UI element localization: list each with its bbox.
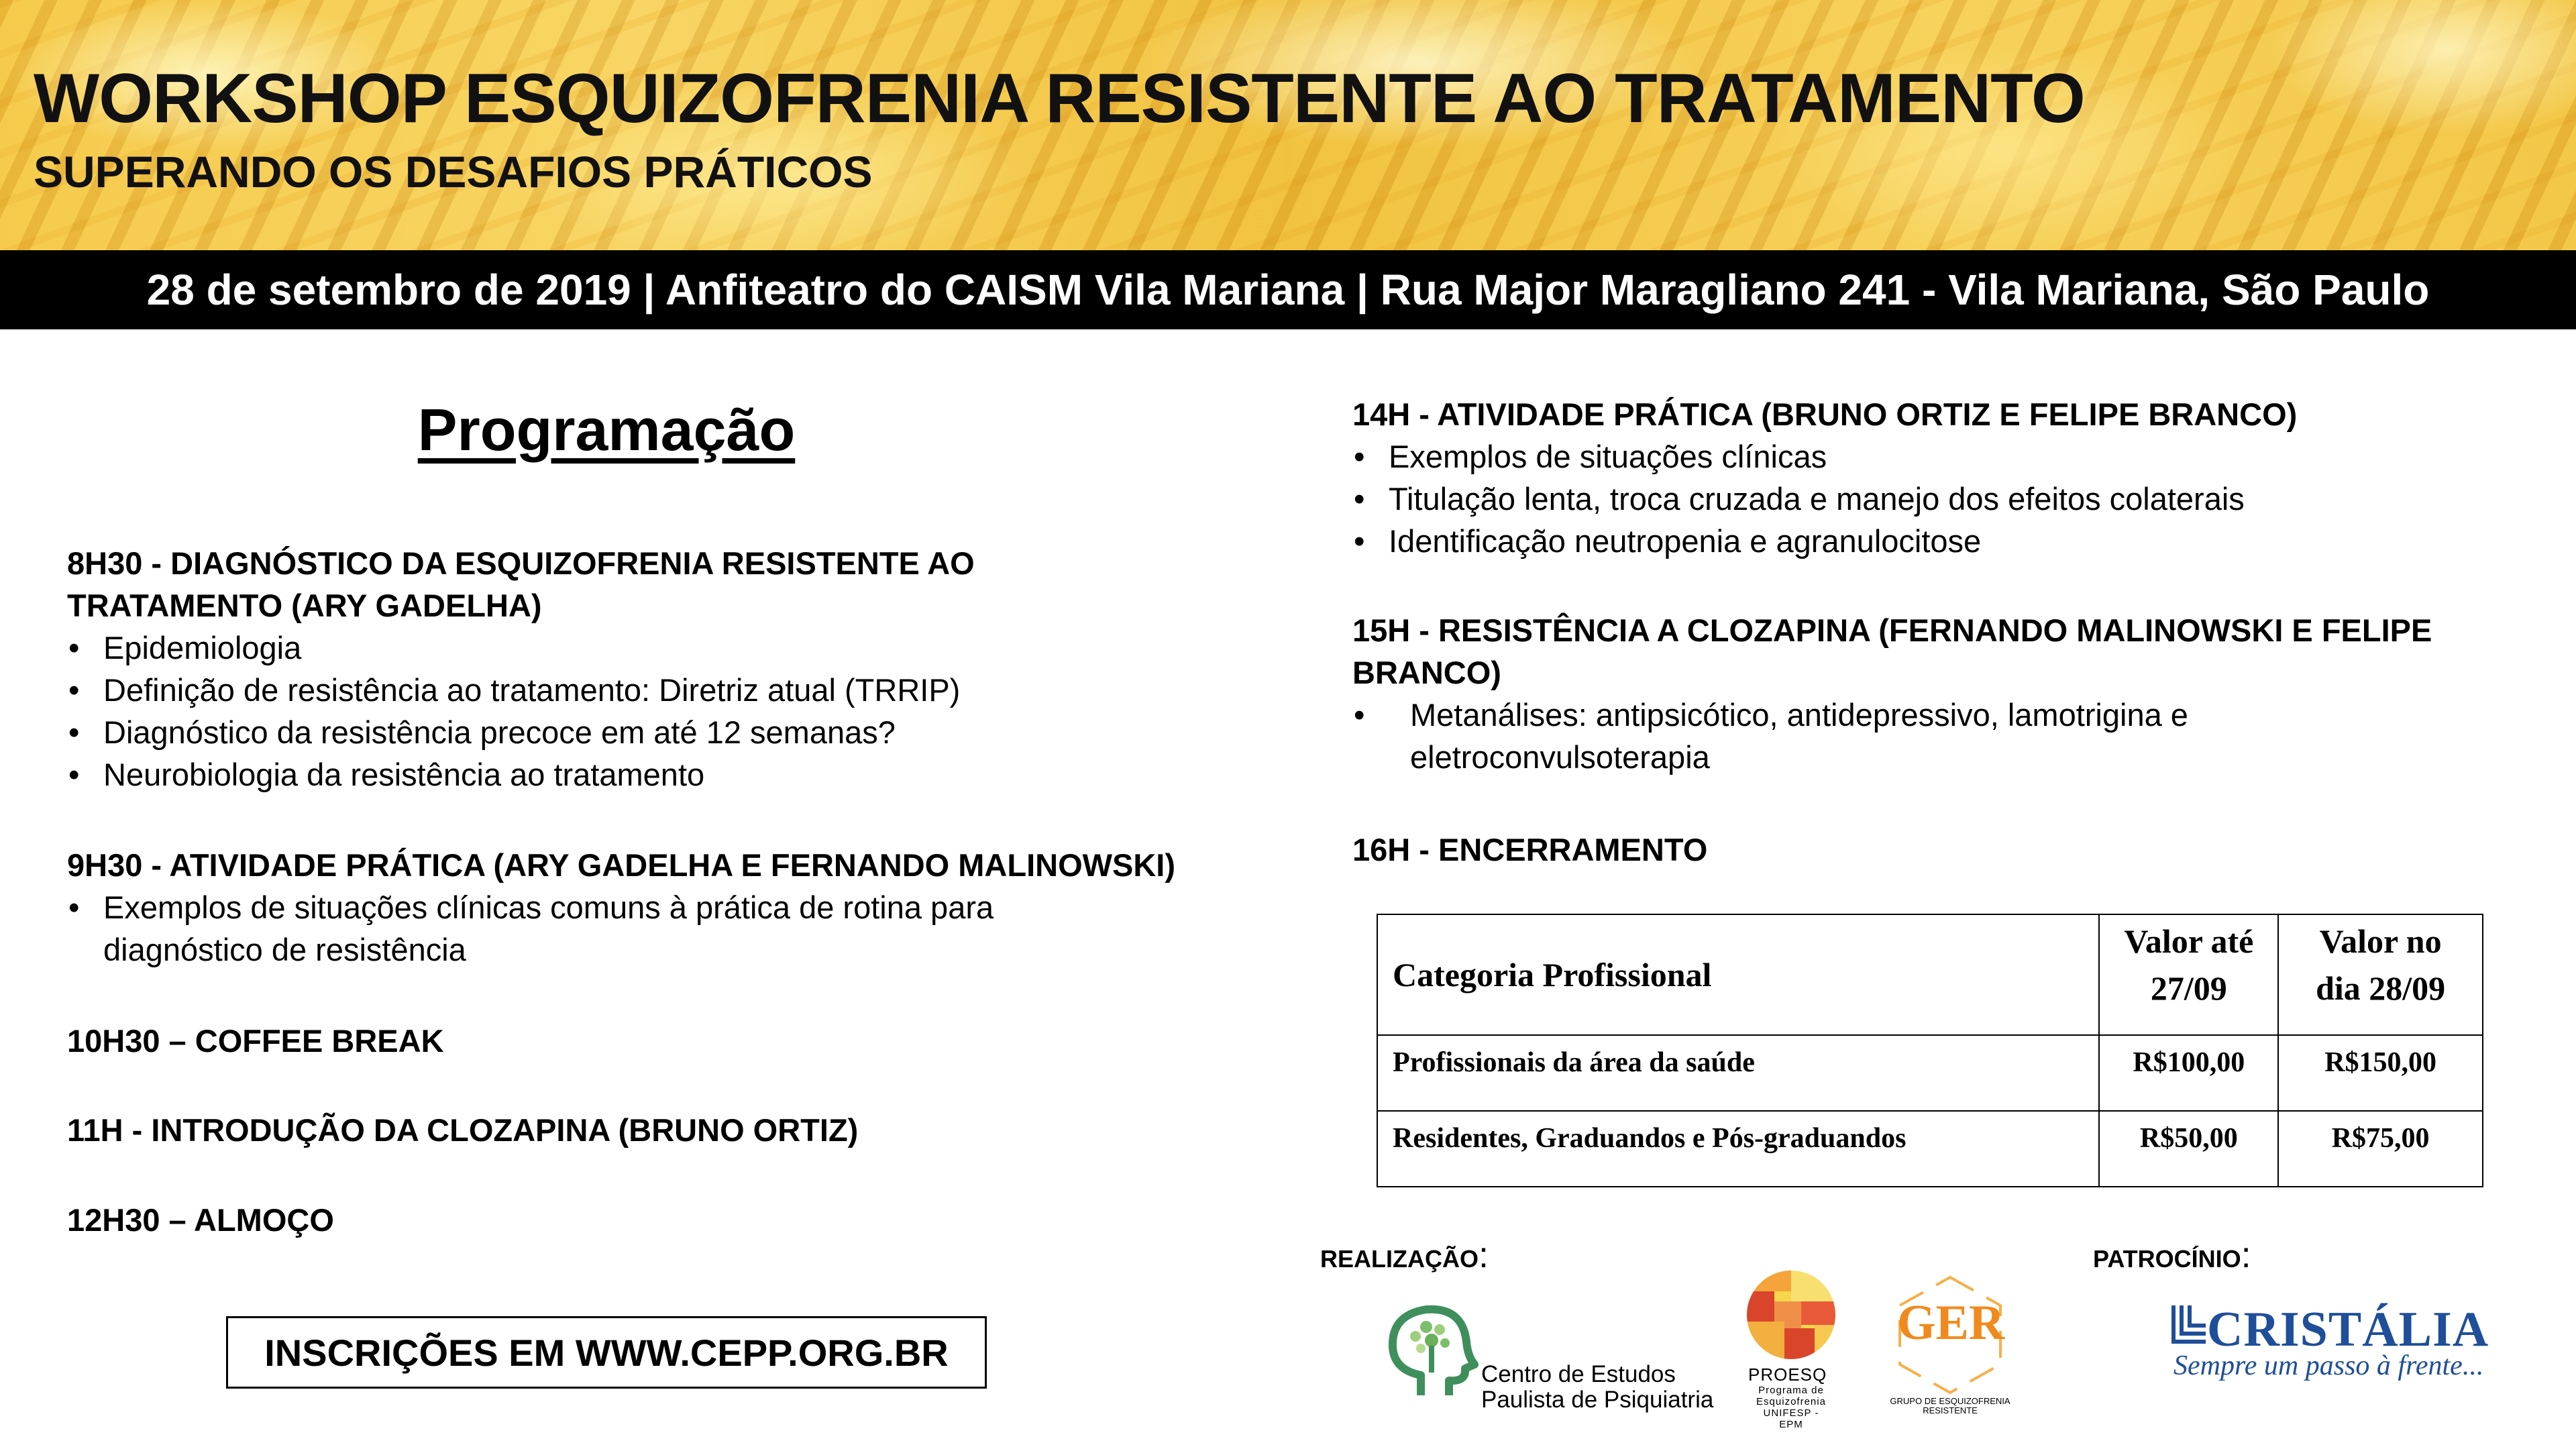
session-title: 14H - ATIVIDADE PRÁTICA (BRUNO ORTIZ E FELIPE BRANCO) [1352, 396, 2298, 432]
label-colon: : [1479, 1235, 1489, 1275]
header-banner [0, 0, 2576, 250]
session-almoco [67, 1199, 334, 1241]
realizacao-text: REALIZAÇÃO [1320, 1245, 1479, 1273]
list-item: • Titulação lenta, troca cruzada e manejo dos efeitos colaterais [1352, 478, 2533, 520]
proesq-subtitle-line: Programa de [1758, 1385, 1824, 1396]
session-introducao-clozapina [67, 1109, 858, 1151]
proesq-logo-icon [1744, 1268, 1838, 1362]
registration-box[interactable]: INSCRIÇÕES EM WWW.CEPP.ORG.BR [226, 1316, 987, 1389]
session-atividade-pratica-1 [67, 844, 1248, 971]
table-cell-category: Profissionais da área da saúde [1377, 1035, 2099, 1111]
event-subtitle: SUPERANDO OS DESAFIOS PRÁTICOS [34, 147, 873, 197]
session-title: 15H - RESISTÊNCIA A CLOZAPINA (FERNANDO MALINOWSKI E FELIPE [1352, 612, 2432, 648]
table-cell-early: R$50,00 [2099, 1111, 2278, 1187]
list-item [67, 886, 1248, 971]
session-diagnostico [67, 542, 1208, 796]
session-resistencia-clozapina [1352, 609, 2533, 778]
cepp-name-line: Centro de Estudos [1481, 1361, 1676, 1387]
list-item: • Exemplos de situações clínicas [1352, 435, 2533, 478]
table-cell-onsite: R$75,00 [2278, 1111, 2483, 1187]
table-cell-early: R$100,00 [2099, 1035, 2278, 1111]
cristalia-name: CRISTÁLIA [2207, 1302, 2489, 1357]
list-item [1352, 694, 2533, 778]
cepp-name-line: Paulista de Psiquiatria [1481, 1387, 1714, 1413]
cepp-name [1481, 1362, 1713, 1413]
ger-subtitle-line: RESISTENTE [1923, 1405, 1978, 1415]
ger-subtitle-line: GRUPO DE ESQUIZOFRENIA [1890, 1396, 2010, 1406]
session-title: BRANCO) [1352, 655, 1501, 690]
ger-subtitle [1886, 1397, 2014, 1415]
header-line: Valor no [2319, 922, 2442, 960]
realizacao-label [1320, 1234, 1489, 1276]
header-line: Valor até [2124, 922, 2254, 960]
event-info-bar: 28 de setembro de 2019 | Anfiteatro do CAISM Vila Mariana | Rua Major Maragliano 241 - Vila Mariana, São Paulo [0, 250, 2576, 329]
session-title: 9H30 - ATIVIDADE PRÁTICA (ARY GADELHA E FERNANDO MALINOWSKI) [67, 847, 1175, 883]
column-header-onsite [2278, 914, 2483, 1035]
session-items [1352, 435, 2533, 562]
program-heading: Programação [417, 396, 796, 463]
session-atividade-pratica-2 [1352, 393, 2533, 562]
proesq-subtitle-line: UNIFESP - EPM [1763, 1407, 1819, 1430]
proesq-subtitle [1751, 1385, 1831, 1430]
session-items [67, 886, 1248, 971]
proesq-subtitle-line: Esquizofrenia [1756, 1396, 1826, 1407]
session-coffee-break [67, 1020, 444, 1062]
cristalia-tagline: Sempre um passo à frente... [2174, 1350, 2484, 1381]
list-item-line: diagnóstico de resistência [103, 932, 466, 967]
patrocinio-label [2093, 1234, 2251, 1276]
column-header-early [2099, 914, 2278, 1035]
list-item: • Diagnóstico da resistência precoce em até 12 semanas? [67, 711, 1208, 753]
session-title: 16H - ENCERRAMENTO [1352, 832, 1708, 867]
list-item: • Definição de resistência ao tratamento: Diretriz atual (TRRIP) [67, 669, 1208, 711]
cepp-logo-icon [1374, 1295, 1481, 1402]
list-item: • Neurobiologia da resistência ao tratamento [67, 753, 1208, 796]
event-title: WORKSHOP ESQUIZOFRENIA RESISTENTE AO TRATAMENTO [34, 60, 2085, 138]
header-line: dia 28/09 [2316, 969, 2446, 1007]
list-item: • Identificação neutropenia e agranulocitose [1352, 520, 2533, 562]
table-header-row [1377, 914, 2483, 1035]
header-line: 27/09 [2150, 969, 2227, 1007]
list-item: • Epidemiologia [67, 627, 1208, 669]
session-items [1352, 694, 2533, 778]
table-row [1377, 1111, 2483, 1187]
column-header-category: Categoria Profissional [1377, 914, 2099, 1035]
table-cell-onsite: R$150,00 [2278, 1035, 2483, 1111]
session-items [67, 627, 1208, 796]
ger-name: GER [1897, 1295, 2005, 1350]
table-row [1377, 1035, 2483, 1111]
price-table [1377, 914, 2483, 1187]
table-cell-category: Residentes, Graduandos e Pós-graduandos [1377, 1111, 2099, 1187]
list-item-line: • Metanálises: antipsicótico, antidepressivo, lamotrigina e [1410, 697, 2188, 733]
session-title: 12H30 – ALMOÇO [67, 1202, 334, 1238]
list-item-line: • Exemplos de situações clínicas comuns à prática de rotina para [103, 890, 994, 925]
label-colon: : [2241, 1235, 2251, 1275]
session-title: 10H30 – COFFEE BREAK [67, 1023, 444, 1059]
list-item-line: eletroconvulsoterapia [1410, 739, 1710, 775]
cristalia-logo-icon [2171, 1303, 2208, 1347]
proesq-name: PROESQ [1748, 1364, 1827, 1385]
session-encerramento [1352, 828, 1707, 871]
patrocinio-text: PATROCÍNIO [2093, 1245, 2241, 1273]
session-title: 11H - INTRODUÇÃO DA CLOZAPINA (BRUNO ORTIZ) [67, 1112, 859, 1148]
session-title: TRATAMENTO (ARY GADELHA) [67, 588, 542, 623]
session-title: 8H30 - DIAGNÓSTICO DA ESQUIZOFRENIA RESISTENTE AO [67, 545, 975, 581]
